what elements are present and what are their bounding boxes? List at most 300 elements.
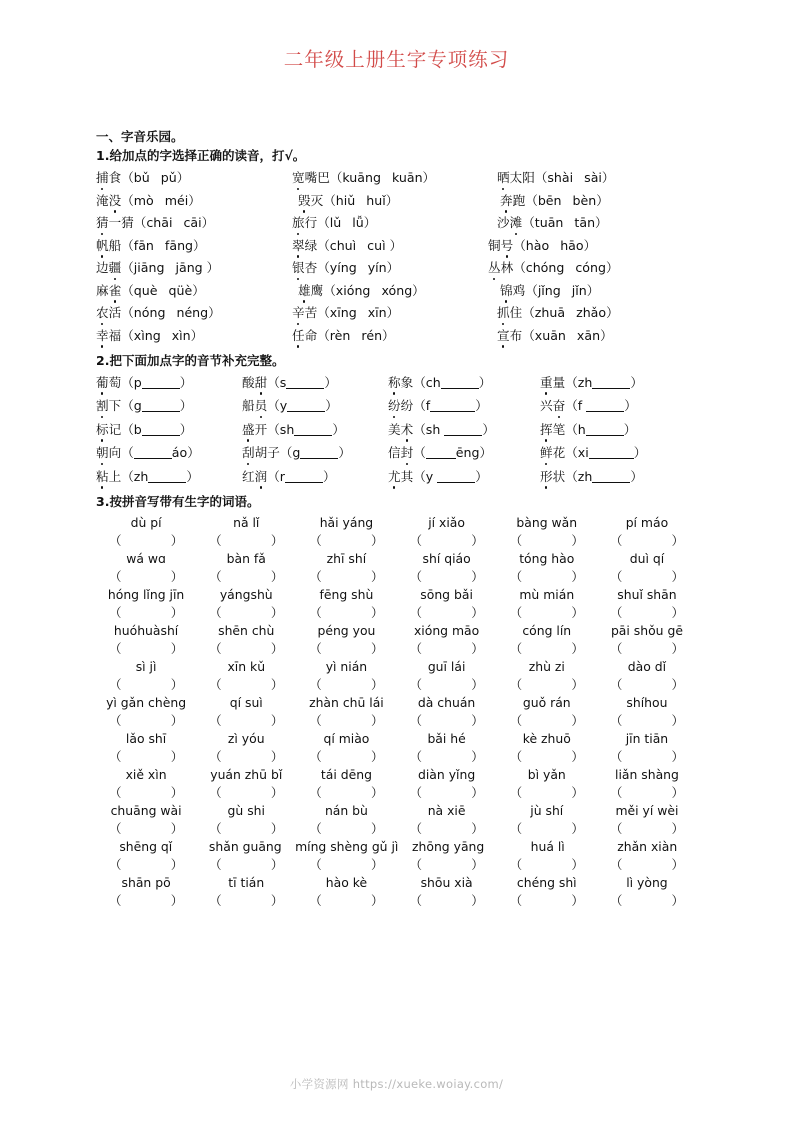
paren-close: ） [170, 892, 184, 908]
fill-in-blank[interactable] [444, 423, 482, 436]
answer-parentheses[interactable] [96, 748, 196, 765]
exercise-2-item[interactable] [242, 373, 388, 392]
exercise-2-item[interactable] [242, 443, 388, 462]
answer-parentheses[interactable] [296, 748, 396, 765]
word-character: 嘴巴 [304, 170, 330, 185]
exercise-2-item[interactable] [540, 443, 690, 462]
pinyin-options[interactable]: （shài sài） [534, 170, 615, 185]
answer-parentheses[interactable] [296, 640, 396, 657]
exercise-1-item[interactable] [488, 213, 697, 232]
exercise-3-pinyin-row [96, 801, 697, 820]
pinyin-options[interactable]: （kuāng kuān） [329, 170, 436, 185]
answer-parentheses[interactable] [497, 640, 597, 657]
exercise-2-item[interactable] [540, 420, 690, 439]
paren-open: （ [609, 568, 623, 584]
pinyin-options[interactable]: （bǔ pǔ） [121, 170, 190, 185]
exercise-1-row [96, 213, 697, 232]
pinyin-prompt: zhōng yāng [412, 838, 485, 854]
pinyin-options[interactable]: （yíng yín） [317, 260, 400, 275]
syllable-blank-group[interactable]: （zh ） [121, 468, 199, 484]
pinyin-options[interactable]: （jiāng jāng ） [121, 260, 220, 275]
exercise-3-block [96, 693, 697, 729]
exercise-1-item[interactable] [488, 303, 697, 322]
paren-open: （ [609, 820, 623, 836]
exercise-3-pinyin-row [96, 621, 697, 640]
word-character: 命 [304, 327, 318, 343]
exercise-3-block [96, 873, 697, 909]
paren-close: ） [471, 604, 484, 620]
paren-close: ） [371, 640, 384, 656]
exercise-1-item[interactable] [96, 213, 292, 232]
pinyin-prompt: jí xiǎo [428, 514, 465, 530]
answer-parentheses[interactable] [96, 604, 196, 621]
exercise-2-item[interactable] [540, 373, 690, 392]
paren-close: ） [270, 712, 284, 728]
pinyin-options[interactable]: （hào hāo） [513, 237, 597, 253]
exercise-3-answer-row [96, 712, 697, 729]
answer-parentheses[interactable] [397, 856, 497, 873]
answer-parentheses[interactable] [497, 604, 597, 621]
syllable-blank-group[interactable]: （ch ） [413, 374, 492, 390]
exercise-2-item[interactable] [242, 467, 388, 486]
answer-parentheses[interactable] [296, 892, 396, 909]
answer-parentheses[interactable] [296, 568, 396, 585]
answer-parentheses[interactable] [96, 820, 196, 837]
pinyin-prompt: zhī shí [326, 550, 367, 566]
exercise-1-row [96, 326, 697, 345]
pinyin-options[interactable]: （xuān xān） [522, 327, 613, 343]
exercise-3-pinyin-row [96, 549, 697, 568]
paren-close: ） [270, 856, 284, 872]
footer-watermark: 小学资源网 https://xueke.woiay.com/ [289, 1077, 504, 1091]
syllable-blank-group[interactable]: （sh ） [413, 421, 495, 437]
paren-open: （ [409, 532, 422, 548]
exercise-3-answer-row [96, 892, 697, 909]
paren-close: ） [471, 820, 484, 836]
answer-parentheses[interactable] [196, 748, 296, 765]
paren-close: ） [170, 712, 184, 728]
paren-open: （ [309, 820, 322, 836]
answer-parentheses[interactable] [96, 532, 196, 549]
exercise-1-item[interactable] [96, 168, 292, 187]
answer-parentheses[interactable] [397, 568, 497, 585]
exercise-2-item[interactable] [96, 467, 242, 486]
answer-parentheses[interactable] [96, 712, 196, 729]
word-character: 一猜 [108, 215, 134, 230]
answer-parentheses[interactable] [196, 532, 296, 549]
answer-parentheses[interactable] [296, 604, 396, 621]
paren-close: ） [170, 568, 184, 584]
paren-open: （ [509, 712, 523, 728]
dotted-character: 鲜 [540, 445, 553, 460]
paren-open: （ [109, 784, 122, 800]
syllable-blank-group[interactable]: （zh ） [565, 468, 643, 484]
answer-parentheses[interactable] [96, 784, 196, 801]
exercise-3-answer-row [96, 784, 697, 801]
exercise-1-item[interactable] [488, 168, 697, 187]
answer-parentheses[interactable] [196, 640, 296, 657]
fill-in-blank[interactable] [142, 399, 180, 412]
paren-close: ） [471, 640, 484, 656]
pinyin-options[interactable]: （bēn bèn） [525, 192, 609, 208]
pinyin-options[interactable]: （tuān tān） [522, 215, 608, 230]
dotted-character: 银 [292, 260, 305, 275]
answer-parentheses[interactable] [497, 748, 597, 765]
word-character: 开 [254, 421, 268, 437]
answer-parentheses[interactable] [296, 712, 396, 729]
answer-parentheses[interactable] [196, 568, 296, 585]
answer-parentheses[interactable] [196, 604, 296, 621]
answer-parentheses[interactable] [497, 712, 597, 729]
answer-parentheses[interactable] [397, 784, 497, 801]
answer-parentheses[interactable] [597, 892, 697, 909]
exercise-1-item[interactable] [491, 281, 697, 300]
exercise-2-item[interactable] [388, 420, 540, 439]
fill-in-blank[interactable] [142, 376, 180, 389]
answer-parentheses[interactable] [96, 640, 196, 657]
fill-in-blank[interactable] [592, 470, 630, 483]
answer-parentheses[interactable] [497, 532, 597, 549]
paren-open: （ [409, 892, 422, 908]
word-character: 苦 [304, 305, 318, 320]
fill-in-blank[interactable] [437, 470, 475, 483]
answer-parentheses[interactable] [497, 676, 597, 693]
exercise-1-item[interactable] [292, 258, 488, 277]
pinyin-prompt: lǎo shī [125, 730, 167, 746]
paren-open: （ [609, 856, 623, 872]
exercise-1-item[interactable] [96, 281, 289, 300]
fill-in-blank[interactable] [592, 376, 630, 389]
word-character: 太阳 [509, 170, 535, 185]
pinyin-prompt: guǒ rán [522, 694, 571, 710]
fill-in-blank[interactable] [589, 446, 634, 459]
syllable-blank-group[interactable]: （b ） [121, 421, 193, 437]
fill-in-blank[interactable] [286, 376, 324, 389]
exercise-1-item[interactable] [289, 281, 491, 300]
paren-close: ） [170, 820, 184, 836]
page-title: 二年级上册生字专项练习 [283, 48, 510, 71]
exercise-3-block [96, 837, 697, 873]
paren-close: ） [671, 640, 684, 656]
paren-open: （ [109, 676, 122, 692]
answer-parentheses[interactable] [397, 820, 497, 837]
answer-parentheses[interactable] [397, 892, 497, 909]
answer-parentheses[interactable] [96, 892, 196, 909]
word-character: 状 [552, 468, 566, 484]
answer-parentheses[interactable] [296, 532, 396, 549]
syllable-blank-group[interactable]: （p ） [121, 374, 193, 390]
answer-parentheses[interactable] [597, 532, 697, 549]
pinyin-prompt: shēn chù [218, 622, 275, 638]
word-character: 沙 [497, 215, 510, 230]
paren-close: ） [571, 784, 584, 800]
answer-parentheses[interactable] [296, 784, 396, 801]
pinyin-prompt: zhù zi [528, 658, 565, 674]
pinyin-options[interactable]: （chāi cāi） [133, 215, 215, 230]
answer-parentheses[interactable] [597, 640, 697, 657]
paren-open: （ [109, 604, 122, 620]
answer-parentheses[interactable] [497, 892, 597, 909]
dotted-character: 封 [400, 445, 414, 460]
syllable-blank-group[interactable]: （s ） [267, 374, 337, 390]
answer-parentheses[interactable] [196, 712, 296, 729]
paren-close: ） [571, 676, 584, 692]
exercise-3-grid [96, 513, 697, 909]
syllable-blank-group[interactable]: （g ） [121, 398, 193, 413]
word-character: 边 [96, 260, 109, 275]
answer-parentheses[interactable] [196, 892, 296, 909]
word-character: 笔 [552, 421, 566, 437]
syllable-blank-group[interactable]: （xi ） [565, 445, 647, 460]
paren-close: ） [571, 748, 584, 764]
fill-in-blank[interactable] [134, 446, 172, 459]
word-character: 住 [509, 305, 523, 320]
word-character: 兴 [540, 398, 553, 413]
syllable-blank-group[interactable]: （y ） [413, 468, 488, 484]
answer-parentheses[interactable] [296, 856, 396, 873]
word-character: 酸 [242, 374, 255, 390]
pinyin-prompt: qí suì [229, 694, 263, 710]
answer-parentheses[interactable] [597, 820, 697, 837]
answer-parentheses[interactable] [397, 604, 497, 621]
answer-parentheses[interactable] [397, 712, 497, 729]
paren-close: ） [571, 820, 584, 836]
fill-in-blank[interactable] [300, 446, 338, 459]
pinyin-prompt: huóhuàshí [113, 622, 179, 638]
fill-in-blank[interactable] [586, 399, 624, 412]
syllable-blank-group[interactable]: （r ） [267, 468, 336, 484]
answer-parentheses[interactable] [597, 856, 697, 873]
pinyin-prompt: mù mián [519, 586, 575, 602]
exercise-1-item[interactable] [96, 258, 292, 277]
answer-parentheses[interactable] [397, 640, 497, 657]
exercise-1-item[interactable] [96, 191, 289, 210]
exercise-1-item[interactable] [488, 326, 697, 345]
dotted-character: 刮 [242, 445, 255, 460]
paren-close: ） [571, 712, 584, 728]
paren-open: （ [109, 640, 122, 656]
answer-parentheses[interactable] [497, 784, 597, 801]
section-heading-3: 3.按拼音写带有生字的词语。 [96, 493, 260, 509]
pinyin-options[interactable]: （nóng néng） [121, 305, 221, 320]
word-character: 花 [552, 445, 566, 460]
exercise-1-item[interactable] [292, 236, 488, 255]
section-heading-1: 1.给加点的字选择正确的读音，打√。 [96, 148, 306, 163]
exercise-2-item[interactable] [388, 373, 540, 392]
exercise-1-row [96, 236, 697, 255]
pinyin-prompt: tái dēng [320, 766, 372, 782]
exercise-1-item[interactable] [488, 258, 688, 277]
syllable-blank-group[interactable]: （h ） [565, 421, 637, 437]
exercise-1-item[interactable] [292, 213, 488, 232]
exercise-1-item[interactable] [488, 236, 688, 255]
syllable-blank-group[interactable]: （ ēng） [413, 445, 493, 460]
answer-parentheses[interactable] [597, 568, 697, 585]
syllable-blank-group[interactable]: （sh ） [267, 421, 345, 437]
paren-close: ） [571, 856, 584, 872]
answer-parentheses[interactable] [597, 748, 697, 765]
pinyin-prompt: hóng lǐng jīn [107, 586, 185, 602]
paren-open: （ [109, 820, 122, 836]
exercise-3-answer-row [96, 820, 697, 837]
paren-close: ） [371, 892, 384, 908]
exercise-1-item[interactable] [292, 326, 488, 345]
pinyin-options[interactable]: （chóng cóng） [513, 260, 619, 275]
pinyin-options[interactable]: （mò méi） [121, 192, 201, 208]
word-character: 林 [500, 260, 514, 275]
answer-parentheses[interactable] [497, 856, 597, 873]
answer-parentheses[interactable] [597, 784, 697, 801]
fill-in-blank[interactable] [142, 423, 180, 436]
paren-open: （ [509, 604, 523, 620]
exercise-2-item[interactable] [388, 396, 540, 415]
answer-parentheses[interactable] [196, 784, 296, 801]
exercise-1-item[interactable] [96, 326, 292, 345]
exercise-2-item[interactable] [540, 467, 690, 486]
exercise-2-item[interactable] [388, 443, 540, 462]
pinyin-prompt: diàn yǐng [418, 766, 476, 782]
exercise-2-item[interactable] [96, 396, 242, 415]
paren-open: （ [609, 748, 623, 764]
paren-close: ） [270, 604, 284, 620]
exercise-2-item[interactable] [96, 420, 242, 439]
fill-in-blank[interactable] [148, 470, 186, 483]
pinyin-prompt: wá wɑ [126, 550, 166, 566]
exercise-2-item[interactable] [96, 373, 242, 392]
pinyin-options[interactable]: （què qüè） [121, 282, 205, 298]
paren-close: ） [270, 676, 284, 692]
answer-parentheses[interactable] [196, 820, 296, 837]
answer-parentheses[interactable] [96, 856, 196, 873]
paren-open: （ [509, 856, 523, 872]
paren-close: ） [170, 784, 184, 800]
exercise-2-item[interactable] [388, 467, 540, 486]
dotted-character: 术 [400, 421, 414, 437]
paren-open: （ [209, 568, 222, 584]
fill-in-blank[interactable] [441, 376, 479, 389]
syllable-blank-group[interactable]: （zh ） [565, 374, 643, 390]
dotted-character: 宽 [292, 170, 305, 185]
paren-close: ） [270, 784, 284, 800]
syllable-blank-group[interactable]: （f ） [413, 398, 488, 413]
paren-open: （ [409, 712, 422, 728]
answer-parentheses[interactable] [397, 676, 497, 693]
fill-in-blank[interactable] [430, 399, 475, 412]
pinyin-prompt: chuāng wài [110, 802, 182, 818]
paren-open: （ [309, 532, 322, 548]
answer-parentheses[interactable] [296, 676, 396, 693]
word-character: 杏 [304, 260, 318, 275]
exercise-3-pinyin-row [96, 765, 697, 784]
pinyin-prompt: duì qí [629, 550, 665, 566]
answer-parentheses[interactable] [96, 676, 196, 693]
exercise-3-pinyin-row [96, 873, 697, 892]
syllable-blank-group[interactable]: （ áo） [121, 445, 200, 460]
answer-parentheses[interactable] [96, 568, 196, 585]
pinyin-prompt: gù shi [227, 802, 265, 818]
answer-parentheses[interactable] [397, 532, 497, 549]
exercise-1-item[interactable] [491, 191, 697, 210]
paren-close: ） [170, 640, 184, 656]
syllable-blank-group[interactable]: （g ） [279, 445, 351, 460]
paren-close: ） [170, 604, 184, 620]
pinyin-options[interactable]: （fān fāng） [121, 237, 206, 253]
exercise-2-item[interactable] [96, 443, 242, 462]
paren-close: ） [671, 532, 684, 548]
paren-close: ） [671, 568, 684, 584]
pinyin-prompt: péng you [317, 622, 376, 638]
pinyin-options[interactable]: （rèn rén） [317, 327, 395, 343]
fill-in-blank[interactable] [285, 470, 323, 483]
answer-parentheses[interactable] [196, 676, 296, 693]
fill-in-blank[interactable] [294, 423, 332, 436]
answer-parentheses[interactable] [497, 568, 597, 585]
exercise-2-item[interactable] [242, 396, 388, 415]
pinyin-options[interactable]: （jǐng jǐn） [525, 282, 600, 298]
syllable-blank-group[interactable]: （f ） [565, 398, 637, 413]
dotted-character: 润 [254, 468, 268, 484]
dotted-character: 晒 [497, 170, 510, 185]
pinyin-options[interactable]: （zhuā zhǎo） [522, 305, 619, 320]
pinyin-options[interactable]: （xióng xóng） [323, 282, 425, 298]
exercise-2-item[interactable] [242, 420, 388, 439]
answer-parentheses[interactable] [597, 712, 697, 729]
pinyin-options[interactable]: （hiǔ huǐ） [323, 192, 399, 208]
word-character: 胡子 [254, 445, 280, 460]
pinyin-options[interactable]: （xìng xìn） [121, 327, 204, 343]
fill-in-blank[interactable] [426, 446, 456, 459]
dotted-character: 旅 [292, 215, 305, 230]
paren-close: ） [671, 892, 684, 908]
section-heading-2: 2.把下面加点字的音节补充完整。 [96, 352, 285, 368]
pinyin-options[interactable]: （xīng xīn） [317, 305, 400, 320]
paren-open: （ [309, 604, 322, 620]
paren-open: （ [409, 604, 422, 620]
paren-close: ） [371, 748, 384, 764]
answer-parentheses[interactable] [497, 820, 597, 837]
paren-close: ） [471, 856, 484, 872]
word-character: 美 [388, 421, 401, 437]
pinyin-options[interactable]: （chuì cuì ） [317, 237, 403, 253]
exercise-1-item[interactable] [96, 236, 292, 255]
fill-in-blank[interactable] [287, 399, 325, 412]
word-character: 灭 [310, 192, 324, 208]
dotted-character: 称 [388, 374, 401, 390]
answer-parentheses[interactable] [397, 748, 497, 765]
answer-parentheses[interactable] [196, 856, 296, 873]
fill-in-blank[interactable] [586, 423, 624, 436]
exercise-1-item[interactable] [292, 303, 488, 322]
answer-parentheses[interactable] [597, 676, 697, 693]
exercise-2-item[interactable] [540, 396, 690, 415]
syllable-blank-group[interactable]: （y ） [267, 398, 338, 413]
word-character: 信 [388, 445, 401, 460]
exercise-1-item[interactable] [96, 303, 292, 322]
pinyin-prompt: shí qiáo [422, 550, 471, 566]
paren-open: （ [409, 856, 422, 872]
pinyin-options[interactable]: （lǔ lǚ） [317, 215, 377, 230]
pinyin-prompt: xiě xìn [125, 766, 167, 782]
answer-parentheses[interactable] [597, 604, 697, 621]
exercise-2-grid [96, 373, 697, 486]
dotted-character: 帆 [96, 237, 109, 253]
paren-close: ） [371, 784, 384, 800]
exercise-1-item[interactable] [289, 191, 491, 210]
paren-close: ） [371, 856, 384, 872]
paren-open: （ [509, 784, 523, 800]
answer-parentheses[interactable] [296, 820, 396, 837]
exercise-1-item[interactable] [292, 168, 488, 187]
